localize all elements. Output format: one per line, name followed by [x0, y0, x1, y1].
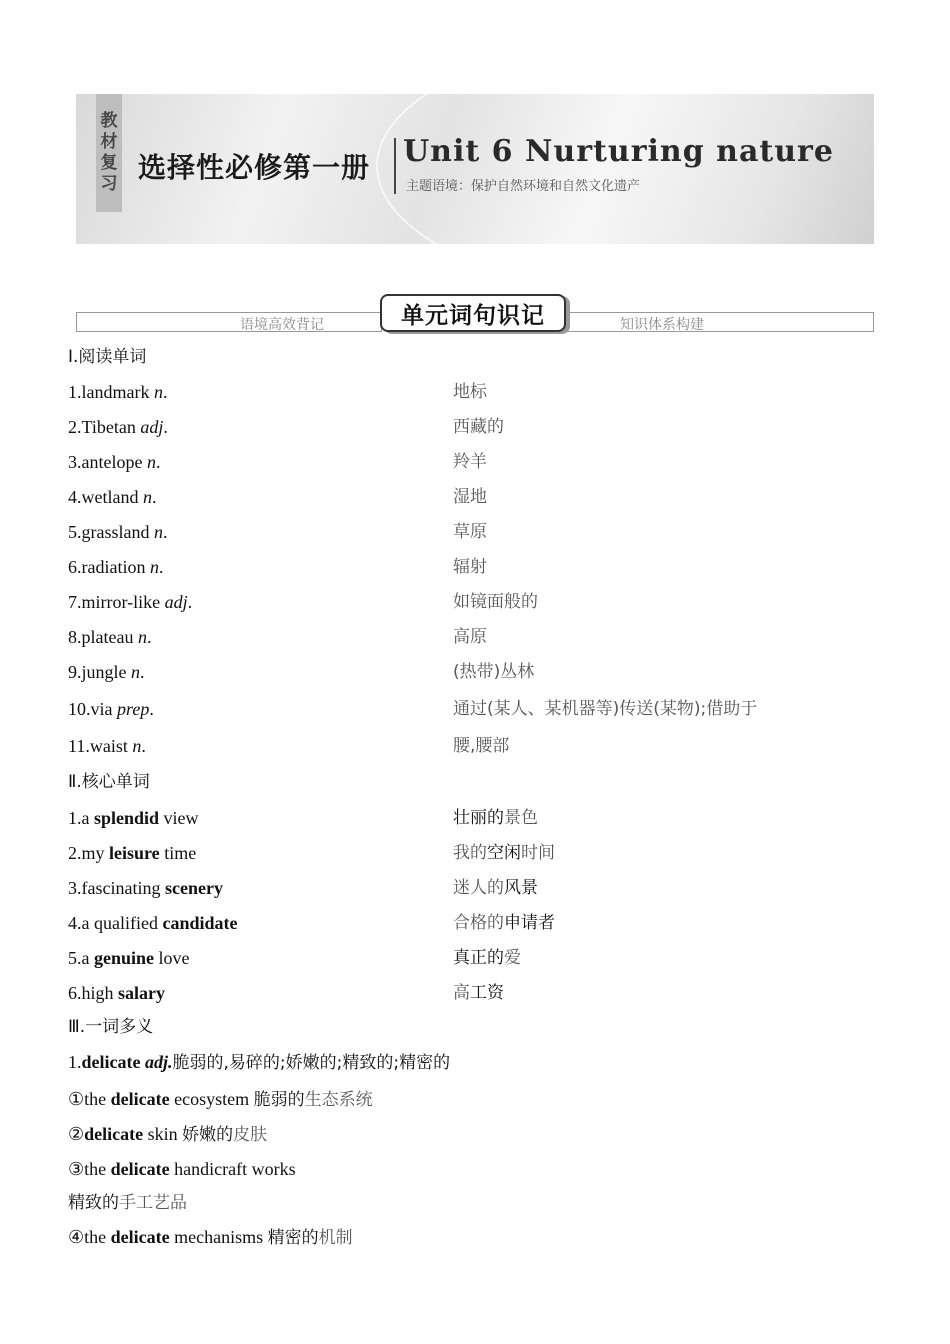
title-divider — [394, 138, 396, 194]
unit-subtitle: 主题语境：保护自然环境和自然文化遗产 — [406, 179, 641, 194]
list-item: 11.waist n. — [68, 736, 146, 756]
list-item: 7.mirror-like adj. — [68, 592, 193, 612]
list-item-meaning: 通过(某人、某机器等)传送(某物);借助于 — [453, 699, 758, 719]
list-item: 2.Tibetan adj. — [68, 417, 168, 437]
list-item: 6.high salary — [68, 983, 166, 1003]
list-item-meaning: 高原 — [453, 627, 487, 647]
section-line-left — [76, 312, 382, 332]
list-item: 2.my leisure time — [68, 843, 197, 863]
example-item: ①the delicate ecosystem 脆弱的生态系统 — [68, 1089, 373, 1110]
list-item-meaning: 如镜面般的 — [453, 592, 538, 612]
list-item-meaning: 真正的爱 — [453, 948, 521, 968]
example-item: ④the delicate mechanisms 精密的机制 — [68, 1227, 353, 1248]
list-item: 1.landmark n. — [68, 382, 168, 402]
list-item-meaning: 辐射 — [453, 557, 487, 577]
list-item-meaning: 高工资 — [453, 983, 504, 1003]
book-title: 选择性必修第一册 — [138, 151, 371, 184]
list-item-meaning: 湿地 — [453, 487, 487, 507]
list-item-meaning: 腰,腰部 — [453, 736, 510, 756]
list-item: 10.via prep. — [68, 699, 154, 719]
example-item: ②delicate skin 娇嫩的皮肤 — [68, 1124, 268, 1145]
list-item-meaning: 迷人的风景 — [453, 878, 538, 898]
list-item-meaning: (热带)丛林 — [453, 662, 535, 682]
polysemy-entry: 1.delicate adj.脆弱的,易碎的;娇嫩的;精致的;精密的 — [68, 1052, 451, 1073]
tag-char: 教 — [100, 111, 118, 131]
textbook-review-tag — [96, 94, 122, 212]
part2-heading: Ⅱ.核心单词 — [68, 772, 150, 792]
list-item: 5.a genuine love — [68, 948, 190, 968]
list-item-meaning: 西藏的 — [453, 417, 504, 437]
list-item: 4.wetland n. — [68, 487, 157, 507]
list-item: 3.fascinating scenery — [68, 878, 223, 898]
section-title: 单元词句识记 — [380, 294, 566, 332]
tag-char: 复 — [100, 153, 118, 173]
example-item: ③the delicate handicraft works — [68, 1159, 296, 1179]
tag-char: 习 — [100, 174, 118, 194]
example-translation: 精致的手工艺品 — [68, 1193, 187, 1213]
list-item: 9.jungle n. — [68, 662, 145, 682]
list-item: 3.antelope n. — [68, 452, 161, 472]
unit-banner — [76, 94, 874, 244]
section-right-label: 知识体系构建 — [620, 317, 704, 333]
list-item-meaning: 我的空闲时间 — [453, 843, 555, 863]
list-item: 5.grassland n. — [68, 522, 168, 542]
list-item: 4.a qualified candidate — [68, 913, 238, 933]
list-item-meaning: 羚羊 — [453, 452, 487, 472]
part1-heading: Ⅰ.阅读单词 — [68, 347, 147, 367]
list-item: 1.a splendid view — [68, 808, 199, 828]
list-item-meaning: 草原 — [453, 522, 487, 542]
section-left-label: 语境高效背记 — [240, 317, 324, 333]
tag-char: 材 — [100, 132, 118, 152]
list-item-meaning: 合格的申请者 — [453, 913, 555, 933]
list-item-meaning: 地标 — [453, 382, 487, 402]
list-item-meaning: 壮丽的景色 — [453, 808, 538, 828]
section-line-right — [564, 312, 874, 332]
list-item: 8.plateau n. — [68, 627, 152, 647]
part3-heading: Ⅲ.一词多义 — [68, 1017, 154, 1037]
list-item: 6.radiation n. — [68, 557, 164, 577]
unit-title: Unit 6 Nurturing nature — [403, 134, 834, 169]
